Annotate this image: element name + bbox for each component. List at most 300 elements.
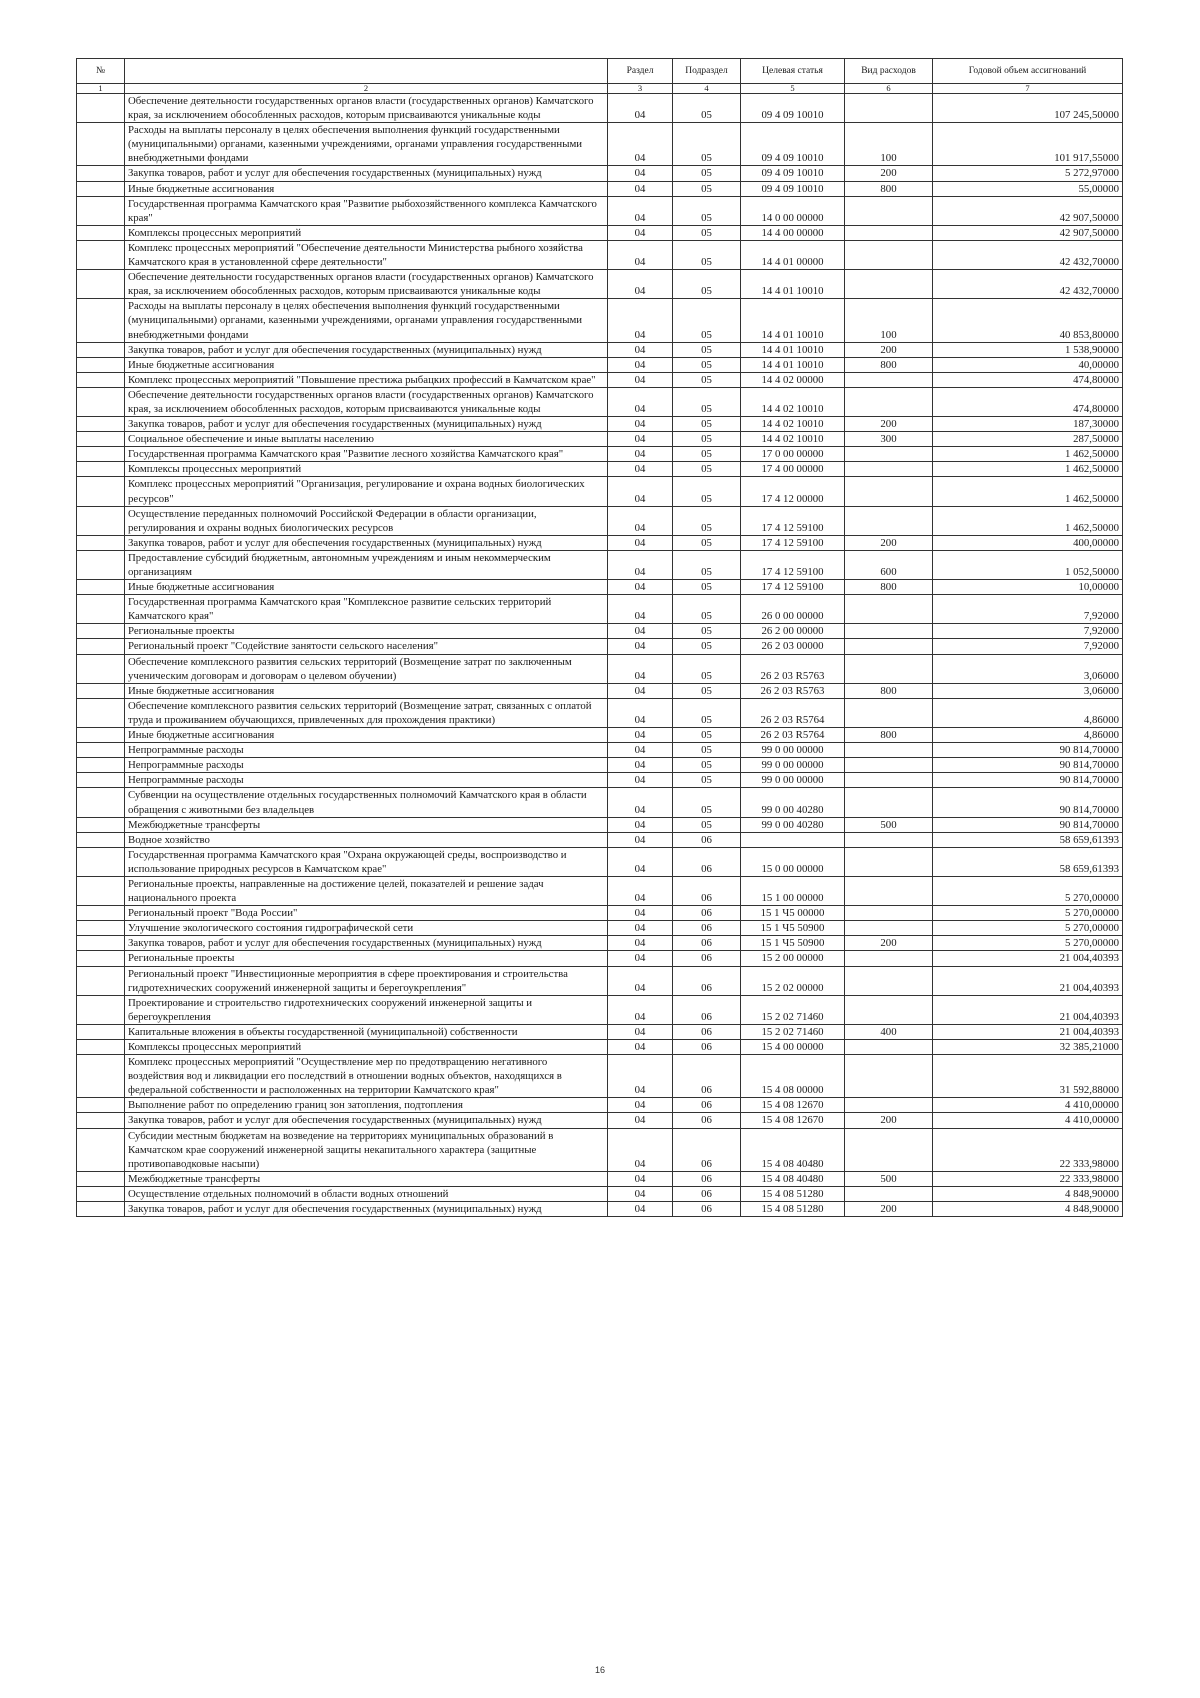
table-row [77, 1171, 1123, 1186]
row-number-cell [77, 372, 125, 387]
row-expense-type-cell [845, 847, 933, 876]
row-target-cell: 99 0 00 00000 [741, 758, 845, 773]
row-section-cell: 04 [608, 535, 673, 550]
table-row [77, 166, 1123, 181]
row-number-cell [77, 1040, 125, 1055]
row-target-cell: 17 4 12 59100 [741, 535, 845, 550]
row-section-cell: 04 [608, 1171, 673, 1186]
row-expense-type-cell [845, 773, 933, 788]
row-section-cell: 04 [608, 240, 673, 269]
row-expense-type-cell [845, 196, 933, 225]
row-expense-type-cell [845, 1186, 933, 1201]
table-row [77, 462, 1123, 477]
table-row [77, 595, 1123, 624]
row-section-cell: 04 [608, 166, 673, 181]
header-name [125, 59, 608, 84]
row-amount-cell: 90 814,70000 [933, 773, 1123, 788]
row-name-cell: Иные бюджетные ассигнования [125, 580, 608, 595]
row-section-cell: 04 [608, 432, 673, 447]
row-expense-type-cell [845, 240, 933, 269]
row-name-cell: Проектирование и строительство гидротехнических сооружений инженерной защиты и берегоукрепления [125, 995, 608, 1024]
row-section-cell: 04 [608, 1098, 673, 1113]
table-row [77, 477, 1123, 506]
row-target-cell: 09 4 09 10010 [741, 166, 845, 181]
table-header-row [77, 59, 1123, 84]
row-target-cell: 15 4 00 00000 [741, 1040, 845, 1055]
table-row [77, 951, 1123, 966]
row-expense-type-cell [845, 1055, 933, 1098]
row-subsection-cell: 05 [673, 372, 741, 387]
table-row [77, 342, 1123, 357]
row-amount-cell: 3,06000 [933, 654, 1123, 683]
row-expense-type-cell: 600 [845, 550, 933, 579]
row-number-cell [77, 743, 125, 758]
row-section-cell: 04 [608, 181, 673, 196]
row-name-cell: Комплексы процессных мероприятий [125, 225, 608, 240]
row-target-cell: 14 4 02 00000 [741, 372, 845, 387]
table-row [77, 728, 1123, 743]
row-section-cell: 04 [608, 788, 673, 817]
row-target-cell: 14 4 02 10010 [741, 417, 845, 432]
row-target-cell: 15 4 08 51280 [741, 1202, 845, 1217]
row-subsection-cell: 05 [673, 817, 741, 832]
row-target-cell: 26 2 03 R5763 [741, 654, 845, 683]
row-target-cell: 17 4 12 59100 [741, 580, 845, 595]
row-target-cell: 15 4 08 51280 [741, 1186, 845, 1201]
row-section-cell: 04 [608, 462, 673, 477]
row-target-cell: 26 0 00 00000 [741, 595, 845, 624]
row-name-cell: Социальное обеспечение и иные выплаты населению [125, 432, 608, 447]
row-number-cell [77, 1186, 125, 1201]
table-row [77, 196, 1123, 225]
row-section-cell: 04 [608, 447, 673, 462]
table-row [77, 299, 1123, 342]
table-row [77, 1024, 1123, 1039]
row-amount-cell: 101 917,55000 [933, 123, 1123, 166]
row-amount-cell: 55,00000 [933, 181, 1123, 196]
table-row [77, 417, 1123, 432]
row-section-cell: 04 [608, 270, 673, 299]
row-section-cell: 04 [608, 654, 673, 683]
row-number-cell [77, 1171, 125, 1186]
row-target-cell [741, 832, 845, 847]
row-subsection-cell: 06 [673, 1113, 741, 1128]
row-subsection-cell: 06 [673, 1202, 741, 1217]
row-name-cell: Межбюджетные трансферты [125, 1171, 608, 1186]
row-amount-cell: 21 004,40393 [933, 1024, 1123, 1039]
row-amount-cell: 21 004,40393 [933, 995, 1123, 1024]
table-row [77, 906, 1123, 921]
row-amount-cell: 90 814,70000 [933, 788, 1123, 817]
row-subsection-cell: 05 [673, 743, 741, 758]
row-section-cell: 04 [608, 196, 673, 225]
row-amount-cell: 42 432,70000 [933, 240, 1123, 269]
row-name-cell: Капитальные вложения в объекты государственной (муниципальной) собственности [125, 1024, 608, 1039]
row-target-cell: 26 2 00 00000 [741, 624, 845, 639]
row-amount-cell: 1 462,50000 [933, 447, 1123, 462]
row-name-cell: Обеспечение деятельности государственных органов власти (государственных органов) Камчатского края, за исключением обособленных расходов, которым присваиваются уникальные коды [125, 270, 608, 299]
row-expense-type-cell [845, 832, 933, 847]
table-row [77, 357, 1123, 372]
table-body [77, 94, 1123, 1217]
row-section-cell: 04 [608, 299, 673, 342]
row-target-cell: 26 2 03 00000 [741, 639, 845, 654]
row-subsection-cell: 05 [673, 432, 741, 447]
row-number-cell [77, 432, 125, 447]
row-name-cell: Закупка товаров, работ и услуг для обеспечения государственных (муниципальных) нужд [125, 342, 608, 357]
row-target-cell: 14 4 01 10010 [741, 299, 845, 342]
row-number-cell [77, 535, 125, 550]
row-expense-type-cell: 200 [845, 535, 933, 550]
row-target-cell: 15 2 00 00000 [741, 951, 845, 966]
row-target-cell: 14 4 01 00000 [741, 240, 845, 269]
row-number-cell [77, 788, 125, 817]
row-name-cell: Водное хозяйство [125, 832, 608, 847]
row-expense-type-cell: 800 [845, 580, 933, 595]
row-expense-type-cell [845, 906, 933, 921]
row-subsection-cell: 06 [673, 966, 741, 995]
row-target-cell: 14 4 00 00000 [741, 225, 845, 240]
row-target-cell: 15 1 00 00000 [741, 876, 845, 905]
row-expense-type-cell [845, 788, 933, 817]
table-row [77, 773, 1123, 788]
row-expense-type-cell [845, 270, 933, 299]
row-expense-type-cell: 400 [845, 1024, 933, 1039]
row-subsection-cell: 06 [673, 921, 741, 936]
row-target-cell: 15 2 02 71460 [741, 1024, 845, 1039]
row-number-cell [77, 270, 125, 299]
row-name-cell: Региональные проекты [125, 624, 608, 639]
row-expense-type-cell [845, 698, 933, 727]
row-section-cell: 04 [608, 728, 673, 743]
table-row [77, 550, 1123, 579]
table-row [77, 1202, 1123, 1217]
row-amount-cell: 42 432,70000 [933, 270, 1123, 299]
row-expense-type-cell [845, 1098, 933, 1113]
row-section-cell: 04 [608, 1186, 673, 1201]
row-subsection-cell: 05 [673, 357, 741, 372]
row-target-cell: 15 2 02 71460 [741, 995, 845, 1024]
row-number-cell [77, 196, 125, 225]
row-name-cell: Комплексы процессных мероприятий [125, 1040, 608, 1055]
row-name-cell: Расходы на выплаты персоналу в целях обеспечения выполнения функций государственными (муниципальными) органами, казенными учреждениями, органами управления государственными внебюджетными фондами [125, 123, 608, 166]
row-amount-cell: 474,80000 [933, 387, 1123, 416]
row-target-cell: 15 4 08 12670 [741, 1098, 845, 1113]
row-section-cell: 04 [608, 1202, 673, 1217]
row-subsection-cell: 05 [673, 788, 741, 817]
row-amount-cell: 21 004,40393 [933, 951, 1123, 966]
column-number: 6 [845, 84, 933, 94]
row-subsection-cell: 05 [673, 477, 741, 506]
row-target-cell: 14 0 00 00000 [741, 196, 845, 225]
row-number-cell [77, 225, 125, 240]
row-subsection-cell: 06 [673, 876, 741, 905]
row-amount-cell: 4,86000 [933, 728, 1123, 743]
row-name-cell: Государственная программа Камчатского края "Развитие рыбохозяйственного комплекса Камчатского края" [125, 196, 608, 225]
row-expense-type-cell: 500 [845, 1171, 933, 1186]
table-row [77, 832, 1123, 847]
row-target-cell: 15 1 Ч5 50900 [741, 936, 845, 951]
row-section-cell: 04 [608, 906, 673, 921]
column-number: 5 [741, 84, 845, 94]
row-number-cell [77, 462, 125, 477]
row-subsection-cell: 06 [673, 847, 741, 876]
row-amount-cell: 21 004,40393 [933, 966, 1123, 995]
row-name-cell: Закупка товаров, работ и услуг для обеспечения государственных (муниципальных) нужд [125, 166, 608, 181]
row-section-cell: 04 [608, 683, 673, 698]
row-amount-cell: 58 659,61393 [933, 847, 1123, 876]
row-number-cell [77, 1202, 125, 1217]
row-name-cell: Региональные проекты [125, 951, 608, 966]
row-subsection-cell: 05 [673, 299, 741, 342]
row-expense-type-cell: 200 [845, 1113, 933, 1128]
row-subsection-cell: 05 [673, 758, 741, 773]
row-name-cell: Выполнение работ по определению границ зон затопления, подтопления [125, 1098, 608, 1113]
row-target-cell: 99 0 00 40280 [741, 817, 845, 832]
row-subsection-cell: 06 [673, 1055, 741, 1098]
column-number: 3 [608, 84, 673, 94]
row-amount-cell: 22 333,98000 [933, 1171, 1123, 1186]
row-amount-cell: 4 848,90000 [933, 1186, 1123, 1201]
row-target-cell: 15 4 08 12670 [741, 1113, 845, 1128]
row-name-cell: Обеспечение комплексного развития сельских территорий (Возмещение затрат по заключенным ученическим договорам и договорам о целевом обучении) [125, 654, 608, 683]
row-target-cell: 15 1 Ч5 00000 [741, 906, 845, 921]
row-section-cell: 04 [608, 1040, 673, 1055]
row-expense-type-cell [845, 995, 933, 1024]
row-name-cell: Закупка товаров, работ и услуг для обеспечения государственных (муниципальных) нужд [125, 1202, 608, 1217]
row-name-cell: Непрограммные расходы [125, 773, 608, 788]
row-subsection-cell: 05 [673, 683, 741, 698]
row-amount-cell: 32 385,21000 [933, 1040, 1123, 1055]
table-row [77, 936, 1123, 951]
row-section-cell: 04 [608, 995, 673, 1024]
row-subsection-cell: 06 [673, 936, 741, 951]
row-number-cell [77, 966, 125, 995]
table-row [77, 94, 1123, 123]
row-target-cell: 15 4 08 40480 [741, 1171, 845, 1186]
row-number-cell [77, 936, 125, 951]
row-number-cell [77, 654, 125, 683]
row-section-cell: 04 [608, 832, 673, 847]
table-row [77, 1098, 1123, 1113]
table-row [77, 639, 1123, 654]
row-subsection-cell: 05 [673, 595, 741, 624]
row-expense-type-cell [845, 477, 933, 506]
row-name-cell: Государственная программа Камчатского края "Развитие лесного хозяйства Камчатского края" [125, 447, 608, 462]
row-section-cell: 04 [608, 357, 673, 372]
row-section-cell: 04 [608, 936, 673, 951]
table-row [77, 624, 1123, 639]
row-section-cell: 04 [608, 698, 673, 727]
table-row [77, 847, 1123, 876]
row-number-cell [77, 906, 125, 921]
row-amount-cell: 31 592,88000 [933, 1055, 1123, 1098]
row-amount-cell: 7,92000 [933, 624, 1123, 639]
row-name-cell: Субсидии местным бюджетам на возведение на территориях муниципальных образований в Камчатском крае сооружений инженерной защиты некапитального характера (защитные противопаводковые насыпи) [125, 1128, 608, 1171]
row-subsection-cell: 05 [673, 94, 741, 123]
row-target-cell: 14 4 02 10010 [741, 432, 845, 447]
row-section-cell: 04 [608, 847, 673, 876]
row-target-cell: 14 4 01 10010 [741, 270, 845, 299]
row-name-cell: Обеспечение деятельности государственных органов власти (государственных органов) Камчатского края, за исключением обособленных расходов, которым присваиваются уникальные коды [125, 387, 608, 416]
row-number-cell [77, 1055, 125, 1098]
table-row [77, 387, 1123, 416]
row-section-cell: 04 [608, 506, 673, 535]
row-amount-cell: 474,80000 [933, 372, 1123, 387]
row-expense-type-cell [845, 372, 933, 387]
row-number-cell [77, 624, 125, 639]
row-amount-cell: 287,50000 [933, 432, 1123, 447]
row-expense-type-cell [845, 758, 933, 773]
row-section-cell: 04 [608, 387, 673, 416]
row-amount-cell: 58 659,61393 [933, 832, 1123, 847]
header-subsection: Подраздел [673, 59, 741, 84]
row-number-cell [77, 387, 125, 416]
row-target-cell: 15 4 08 00000 [741, 1055, 845, 1098]
row-target-cell: 15 4 08 40480 [741, 1128, 845, 1171]
row-amount-cell: 4 410,00000 [933, 1098, 1123, 1113]
row-number-cell [77, 123, 125, 166]
row-expense-type-cell: 200 [845, 417, 933, 432]
row-target-cell: 15 0 00 00000 [741, 847, 845, 876]
row-amount-cell: 5 272,97000 [933, 166, 1123, 181]
row-subsection-cell: 05 [673, 728, 741, 743]
row-target-cell: 15 1 Ч5 50900 [741, 921, 845, 936]
row-number-cell [77, 477, 125, 506]
row-subsection-cell: 06 [673, 1171, 741, 1186]
row-target-cell: 14 4 01 10010 [741, 357, 845, 372]
row-name-cell: Государственная программа Камчатского края "Комплексное развитие сельских территорий Камчатского края" [125, 595, 608, 624]
row-section-cell: 04 [608, 1113, 673, 1128]
row-section-cell: 04 [608, 1128, 673, 1171]
row-expense-type-cell [845, 462, 933, 477]
row-section-cell: 04 [608, 951, 673, 966]
row-number-cell [77, 357, 125, 372]
row-amount-cell: 5 270,00000 [933, 936, 1123, 951]
column-number: 1 [77, 84, 125, 94]
row-number-cell [77, 876, 125, 905]
row-expense-type-cell [845, 743, 933, 758]
row-name-cell: Иные бюджетные ассигнования [125, 683, 608, 698]
column-number: 7 [933, 84, 1123, 94]
row-subsection-cell: 05 [673, 462, 741, 477]
table-row [77, 580, 1123, 595]
row-number-cell [77, 595, 125, 624]
row-amount-cell: 90 814,70000 [933, 758, 1123, 773]
row-target-cell: 26 2 03 R5763 [741, 683, 845, 698]
row-number-cell [77, 94, 125, 123]
row-amount-cell: 187,30000 [933, 417, 1123, 432]
row-number-cell [77, 698, 125, 727]
row-number-cell [77, 1024, 125, 1039]
row-name-cell: Комплекс процессных мероприятий "Повышение престижа рыбацких профессий в Камчатском крае" [125, 372, 608, 387]
row-subsection-cell: 06 [673, 1186, 741, 1201]
row-number-cell [77, 506, 125, 535]
row-subsection-cell: 05 [673, 639, 741, 654]
row-subsection-cell: 05 [673, 654, 741, 683]
row-name-cell: Осуществление переданных полномочий Российской Федерации в области организации, регулирования и охраны водных биологических ресурсов [125, 506, 608, 535]
row-section-cell: 04 [608, 550, 673, 579]
row-number-cell [77, 417, 125, 432]
row-target-cell: 09 4 09 10010 [741, 94, 845, 123]
row-section-cell: 04 [608, 225, 673, 240]
row-number-cell [77, 995, 125, 1024]
row-number-cell [77, 773, 125, 788]
row-subsection-cell: 05 [673, 196, 741, 225]
row-expense-type-cell: 200 [845, 1202, 933, 1217]
header-annual-amount: Годовой объем ассигнований [933, 59, 1123, 84]
row-amount-cell: 1 462,50000 [933, 462, 1123, 477]
header-target-article: Целевая статья [741, 59, 845, 84]
row-subsection-cell: 05 [673, 698, 741, 727]
row-section-cell: 04 [608, 94, 673, 123]
row-expense-type-cell [845, 951, 933, 966]
table-row [77, 181, 1123, 196]
row-name-cell: Закупка товаров, работ и услуг для обеспечения государственных (муниципальных) нужд [125, 936, 608, 951]
row-target-cell: 09 4 09 10010 [741, 181, 845, 196]
row-expense-type-cell: 200 [845, 166, 933, 181]
row-number-cell [77, 550, 125, 579]
row-section-cell: 04 [608, 921, 673, 936]
row-name-cell: Региональный проект "Инвестиционные мероприятия в сфере проектирования и строительства гидротехнических сооружений инженерной защиты и берегоукрепления" [125, 966, 608, 995]
table-row [77, 743, 1123, 758]
row-name-cell: Государственная программа Камчатского края "Охрана окружающей среды, воспроизводство и использование природных ресурсов в Камчатском крае" [125, 847, 608, 876]
row-subsection-cell: 05 [673, 181, 741, 196]
row-name-cell: Иные бюджетные ассигнования [125, 357, 608, 372]
table-row [77, 995, 1123, 1024]
table-row [77, 1128, 1123, 1171]
row-section-cell: 04 [608, 758, 673, 773]
row-number-cell [77, 817, 125, 832]
row-name-cell: Иные бюджетные ассигнования [125, 181, 608, 196]
table-row [77, 432, 1123, 447]
row-expense-type-cell: 100 [845, 299, 933, 342]
row-name-cell: Обеспечение комплексного развития сельских территорий (Возмещение затрат, связанных с оплатой труда и проживанием обучающихся, привлеченных для прохождения практики) [125, 698, 608, 727]
row-section-cell: 04 [608, 1055, 673, 1098]
row-name-cell: Закупка товаров, работ и услуг для обеспечения государственных (муниципальных) нужд [125, 535, 608, 550]
table-row [77, 788, 1123, 817]
row-expense-type-cell [845, 506, 933, 535]
row-number-cell [77, 639, 125, 654]
row-expense-type-cell: 500 [845, 817, 933, 832]
row-expense-type-cell: 200 [845, 936, 933, 951]
row-name-cell: Иные бюджетные ассигнования [125, 728, 608, 743]
row-number-cell [77, 166, 125, 181]
row-name-cell: Межбюджетные трансферты [125, 817, 608, 832]
row-expense-type-cell: 300 [845, 432, 933, 447]
row-subsection-cell: 05 [673, 123, 741, 166]
row-subsection-cell: 05 [673, 773, 741, 788]
column-number-row [77, 84, 1123, 94]
row-expense-type-cell: 100 [845, 123, 933, 166]
row-subsection-cell: 05 [673, 506, 741, 535]
row-expense-type-cell [845, 1040, 933, 1055]
row-subsection-cell: 06 [673, 951, 741, 966]
row-name-cell: Региональные проекты, направленные на достижение целей, показателей и решение задач национального проекта [125, 876, 608, 905]
row-target-cell: 99 0 00 00000 [741, 743, 845, 758]
row-section-cell: 04 [608, 123, 673, 166]
row-amount-cell: 4 410,00000 [933, 1113, 1123, 1128]
table-row [77, 758, 1123, 773]
row-amount-cell: 42 907,50000 [933, 225, 1123, 240]
row-target-cell: 14 4 01 10010 [741, 342, 845, 357]
table-row [77, 698, 1123, 727]
table-row [77, 1186, 1123, 1201]
table-row [77, 683, 1123, 698]
row-name-cell: Региональный проект "Вода России" [125, 906, 608, 921]
row-target-cell: 17 4 12 59100 [741, 550, 845, 579]
row-amount-cell: 5 270,00000 [933, 921, 1123, 936]
